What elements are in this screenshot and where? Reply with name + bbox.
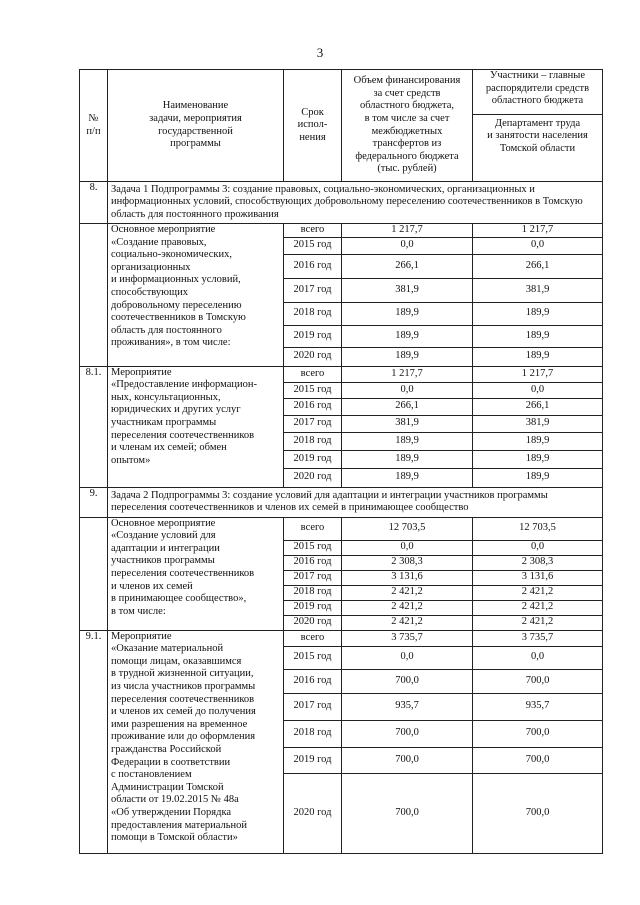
item-name: Мероприятие «Предоставление информацион- ных, консультационных, юридических и других услуг участникам программы переселения соотечественников и членам их семей; обмен опытом» (108, 366, 284, 487)
participants-label: Участники – главные распорядители средств областного бюджета (485, 70, 590, 107)
volume-cell: 700,0 (342, 669, 473, 693)
dept-label: Департамент труда и занятости населения Томской области (473, 114, 602, 156)
dept-cell: 700,0 (473, 720, 603, 747)
volume-cell: 700,0 (342, 773, 473, 853)
data-row (80, 366, 603, 382)
volume-cell: 381,9 (342, 278, 473, 302)
dept-cell: 700,0 (473, 669, 603, 693)
data-row (80, 224, 603, 238)
dept-cell: 381,9 (473, 415, 603, 432)
dept-cell: 0,0 (473, 646, 603, 669)
task-text: Задача 2 Подпрограммы 3: создание условий для адаптации и интеграции участников программы переселения соотечественников и членов их семей в принимающее сообщество (108, 487, 603, 517)
dept-cell: 0,0 (473, 237, 603, 254)
year-cell: 2016 год (284, 254, 342, 278)
year-cell: всего (284, 224, 342, 238)
dept-cell: 0,0 (473, 382, 603, 398)
volume-cell: 2 421,2 (342, 615, 473, 630)
year-cell: 2015 год (284, 540, 342, 555)
dept-cell: 189,9 (473, 468, 603, 487)
volume-cell: 381,9 (342, 415, 473, 432)
year-cell: 2018 год (284, 720, 342, 747)
item-num: 8.1. (80, 366, 108, 487)
dept-cell: 266,1 (473, 254, 603, 278)
year-cell: всего (284, 366, 342, 382)
dept-cell: 2 421,2 (473, 600, 603, 615)
item-num (80, 517, 108, 630)
dept-cell: 12 703,5 (473, 517, 603, 540)
year-cell: 2015 год (284, 237, 342, 254)
header-term: Срок испол- нения (284, 70, 342, 182)
year-cell: 2015 год (284, 382, 342, 398)
year-cell: 2019 год (284, 325, 342, 347)
volume-cell: 0,0 (342, 646, 473, 669)
volume-cell: 0,0 (342, 237, 473, 254)
year-cell: 2017 год (284, 278, 342, 302)
item-name: Основное мероприятие «Создание условий для адаптации и интеграции участников программы переселения соотечественников и членов их семей в принимающее сообщество», в том числе: (108, 517, 284, 630)
header-volume: Объем финансирования за счет средств областного бюджета, в том числе за счет межбюджетных трансфертов из федерального бюджета (тыс. рублей) (342, 70, 473, 182)
dept-cell: 700,0 (473, 773, 603, 853)
item-name: Мероприятие «Оказание материальной помощи лицам, оказавшимся в трудной жизненной ситуации, из числа участников программы переселения соотечественников и членов их семей до получения ими разрешения на временное проживание или до оформления гражданства Российской Федерации в соответствии с постановлением Администрации Томской области от 19.02.2015 № 48а «Об утверждении Порядка предоставления материальной помощи в Томской области» (108, 630, 284, 853)
year-cell: 2016 год (284, 669, 342, 693)
volume-cell: 0,0 (342, 540, 473, 555)
volume-cell: 3 131,6 (342, 570, 473, 585)
dept-cell: 3 131,6 (473, 570, 603, 585)
task-num: 8. (80, 182, 108, 224)
volume-cell: 2 421,2 (342, 600, 473, 615)
header-num: № п/п (80, 70, 108, 182)
dept-cell: 2 421,2 (473, 585, 603, 600)
year-cell: всего (284, 517, 342, 540)
item-num: 9.1. (80, 630, 108, 853)
volume-cell: 189,9 (342, 468, 473, 487)
dept-cell: 189,9 (473, 325, 603, 347)
year-cell: 2016 год (284, 555, 342, 570)
year-cell: 2018 год (284, 302, 342, 325)
dept-cell: 381,9 (473, 278, 603, 302)
dept-cell: 0,0 (473, 540, 603, 555)
dept-cell: 1 217,7 (473, 366, 603, 382)
dept-cell: 266,1 (473, 398, 603, 415)
volume-cell: 266,1 (342, 398, 473, 415)
year-cell: 2020 год (284, 468, 342, 487)
year-cell: всего (284, 630, 342, 646)
year-cell: 2016 год (284, 398, 342, 415)
item-name: Основное мероприятие «Создание правовых, социально-экономических, организационных и информационных условий, способствующих добровольному переселению соотечественников в Томскую область для постоянного проживания», в том числе: (108, 224, 284, 367)
dept-cell: 189,9 (473, 347, 603, 366)
dept-cell: 189,9 (473, 432, 603, 450)
volume-cell: 700,0 (342, 747, 473, 773)
volume-cell: 12 703,5 (342, 517, 473, 540)
volume-cell: 189,9 (342, 432, 473, 450)
dept-cell: 700,0 (473, 747, 603, 773)
year-cell: 2017 год (284, 570, 342, 585)
dept-cell: 3 735,7 (473, 630, 603, 646)
header-participants (473, 70, 603, 182)
volume-cell: 1 217,7 (342, 366, 473, 382)
volume-cell: 1 217,7 (342, 224, 473, 238)
volume-cell: 3 735,7 (342, 630, 473, 646)
volume-cell: 189,9 (342, 325, 473, 347)
dept-cell: 1 217,7 (473, 224, 603, 238)
year-cell: 2017 год (284, 693, 342, 720)
program-table (79, 69, 603, 854)
data-row (80, 517, 603, 540)
year-cell: 2020 год (284, 773, 342, 853)
task-num: 9. (80, 487, 108, 517)
year-cell: 2015 год (284, 646, 342, 669)
volume-cell: 189,9 (342, 450, 473, 468)
volume-cell: 189,9 (342, 347, 473, 366)
year-cell: 2017 год (284, 415, 342, 432)
year-cell: 2018 год (284, 432, 342, 450)
dept-cell: 2 308,3 (473, 555, 603, 570)
task-text: Задача 1 Подпрограммы 3: создание правовых, социально-экономических, организационных и информационных условий, способствующих добровольному переселению соотечественников в Томскую область для постоянного проживания (108, 182, 603, 224)
task-row (80, 487, 603, 517)
dept-cell: 935,7 (473, 693, 603, 720)
year-cell: 2019 год (284, 747, 342, 773)
year-cell: 2019 год (284, 600, 342, 615)
page-number: 3 (316, 45, 324, 60)
volume-cell: 0,0 (342, 382, 473, 398)
volume-cell: 935,7 (342, 693, 473, 720)
volume-cell: 2 308,3 (342, 555, 473, 570)
year-cell: 2018 год (284, 585, 342, 600)
year-cell: 2020 год (284, 347, 342, 366)
dept-cell: 2 421,2 (473, 615, 603, 630)
volume-cell: 2 421,2 (342, 585, 473, 600)
dept-cell: 189,9 (473, 450, 603, 468)
volume-cell: 189,9 (342, 302, 473, 325)
dept-cell: 189,9 (473, 302, 603, 325)
year-cell: 2019 год (284, 450, 342, 468)
header-name: Наименование задачи, мероприятия государственной программы (108, 70, 284, 182)
volume-cell: 266,1 (342, 254, 473, 278)
task-row (80, 182, 603, 224)
data-row (80, 630, 603, 646)
year-cell: 2020 год (284, 615, 342, 630)
item-num (80, 224, 108, 367)
header-row (80, 70, 603, 182)
volume-cell: 700,0 (342, 720, 473, 747)
